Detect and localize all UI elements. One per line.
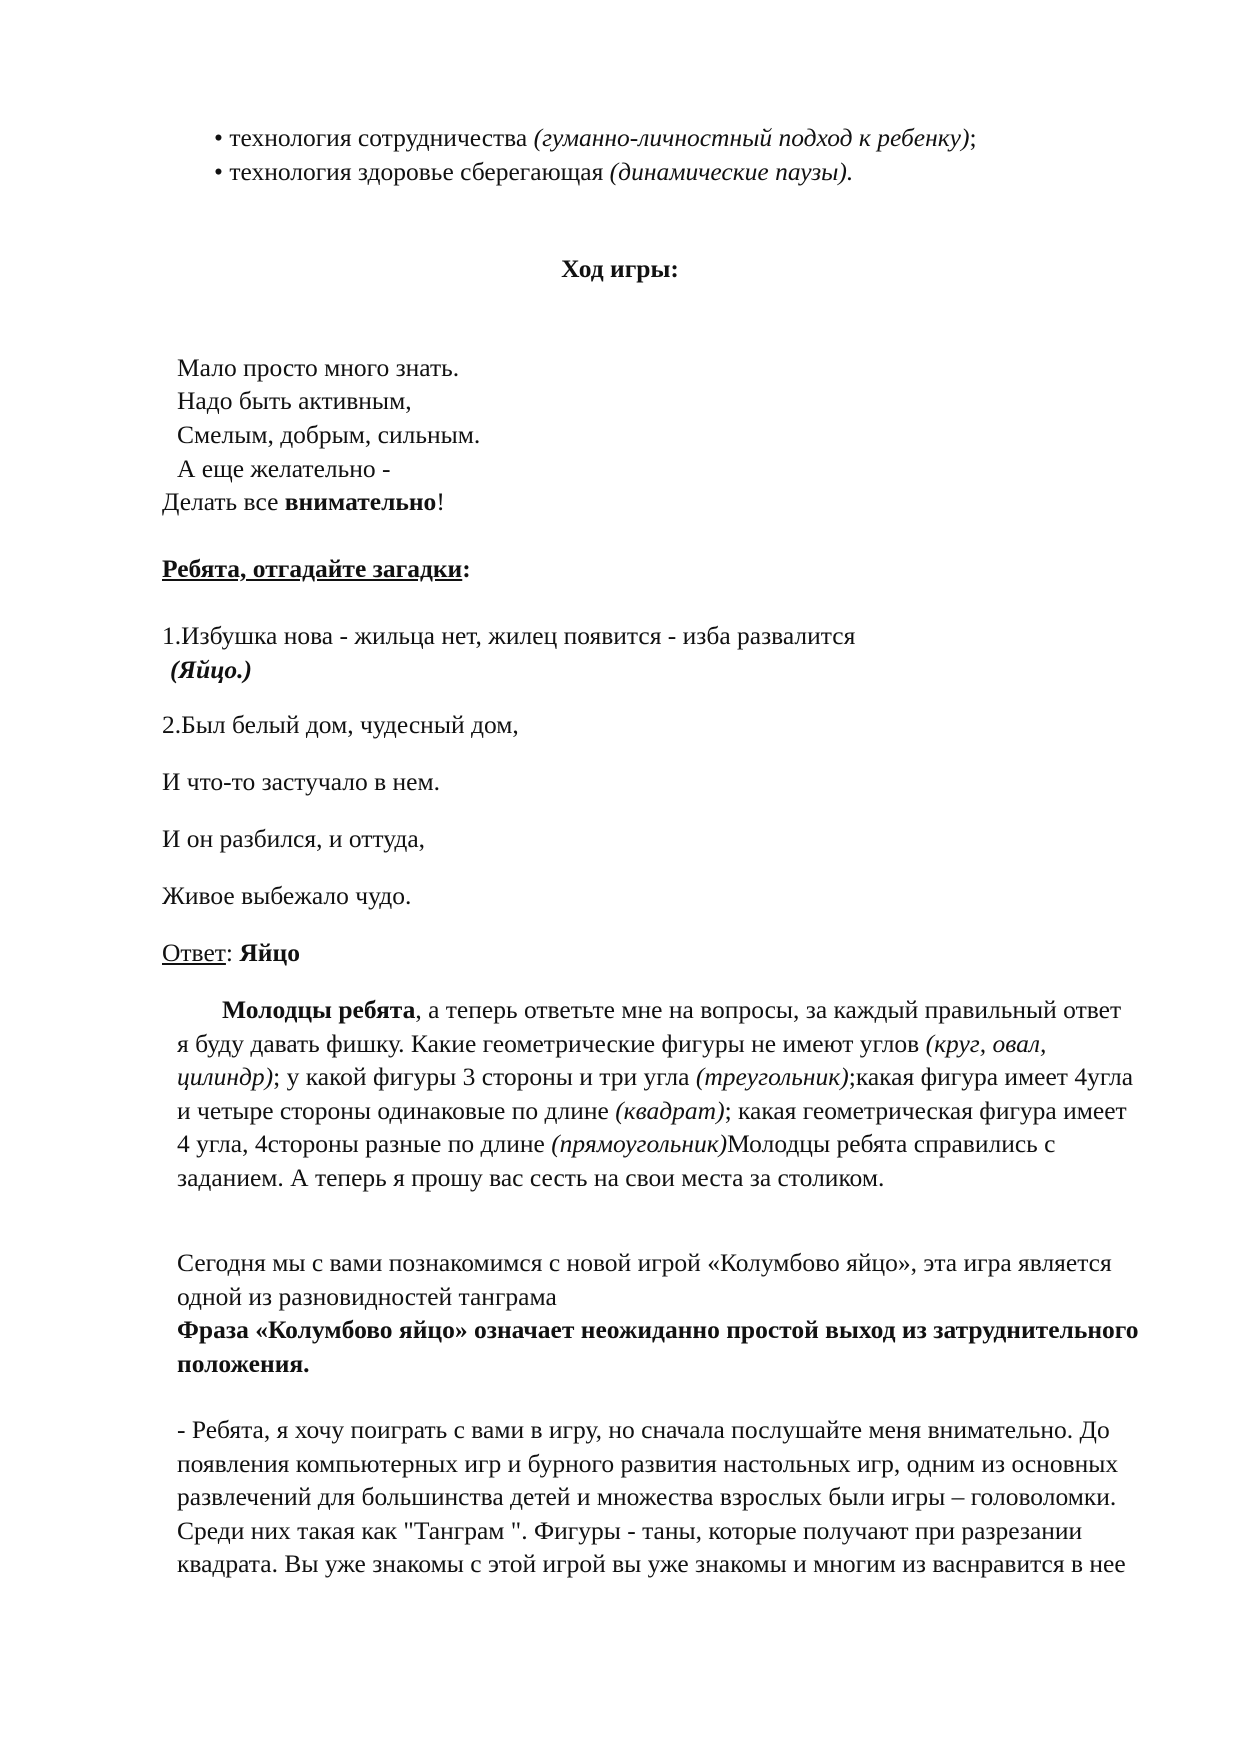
paragraph-italic: (треугольник) (695, 1062, 849, 1092)
paragraph-text: ; какая геометрическая фигура имеет 4 угла, 4стороны разные по длине (177, 1095, 1127, 1159)
poem-last-pre: Делать все (162, 487, 285, 516)
answer-line (162, 938, 300, 967)
bullet-note: (динамические паузы). (609, 157, 854, 186)
paragraph-italic: (круг, овал, цилиндр) (177, 1028, 1047, 1092)
riddle-1-answer: (Яйцо.) (170, 655, 253, 684)
riddle-2-line: Живое выбежало чудо. (162, 881, 412, 910)
bullet-item-cooperation (214, 123, 977, 152)
section-heading: Ход игры: (561, 254, 679, 283)
riddles-title-text: Ребята, отгадайте загадки (162, 554, 463, 583)
paragraph-bold-lead: Молодцы ребята (222, 995, 416, 1024)
answer-label: Ответ (162, 938, 226, 967)
poem-line: А еще желательно - (177, 454, 391, 483)
riddle-1-text: 1.Избушка нова - жильца нет, жилец появится - изба развалится (162, 621, 856, 650)
poem-line: Смелым, добрым, сильным. (177, 420, 481, 449)
bullet-end: ; (969, 123, 977, 152)
poem-line: Надо быть активным, (177, 386, 412, 415)
bullet-text: технология сотрудничества (229, 123, 534, 152)
paragraph-tangram: - Ребята, я хочу поиграть с вами в игру, но сначала послушайте меня внимательно. До появления компьютерных игр и бурного развития настольных игр, одним из основных развлечений для большинства детей и множества взрослых были игры – головоломки. Среди них такая как "Танграм ". Фигуры - таны, которые получают при разрезании квадрата. Вы уже знакомы с этой игрой вы уже знакомы и многим из васнравится в нее (177, 1415, 1126, 1579)
paragraph-text: ;какая фигура имеет 4угла и четыре стороны одинаковые по длине (177, 1062, 1134, 1125)
bullet-note: (гуманно-личностный подход к ребенку) (533, 123, 970, 152)
paragraph-questions (177, 993, 1137, 1195)
answer-colon: : (225, 938, 240, 967)
paragraph-text: , а теперь ответьте мне на вопросы, за каждый правильный ответ я буду давать фишку. Какие геометрические фигуры не имеют углов (177, 995, 1122, 1058)
riddle-2-line: 2.Был белый дом, чудесный дом, (162, 710, 519, 739)
poem-last-line (162, 487, 445, 516)
riddles-title (162, 554, 471, 583)
paragraph-text: ; у какой фигуры 3 стороны и три угла (273, 1062, 696, 1092)
riddle-2-line: И что-то застучало в нем. (162, 767, 440, 796)
riddle-2-line: И он разбился, и оттуда, (162, 824, 426, 853)
riddles-title-colon: : (462, 554, 471, 583)
paragraph-text: Молодцы ребята справились с заданием. А теперь я прошу вас сесть на свои места за столиком. (177, 1129, 1056, 1192)
bullet-marker: • (214, 157, 223, 186)
answer-value: Яйцо (239, 938, 300, 967)
paragraph-italic: (квадрат) (615, 1095, 725, 1125)
paragraph-intro-game: Сегодня мы с вами познакомимся с новой игрой «Колумбово яйцо», эта игра является одной из разновидностей танграма (177, 1248, 1112, 1311)
bullet-text: технология здоровье сберегающая (229, 157, 610, 186)
bullet-marker: • (214, 123, 223, 152)
paragraph-italic: (прямоугольник) (551, 1129, 728, 1159)
bullet-item-health (214, 157, 853, 186)
poem-last-bold: внимательно (284, 487, 437, 516)
paragraph-phrase-meaning: Фраза «Колумбово яйцо» означает неожиданно простой выход из затруднительного положения. (177, 1315, 1139, 1378)
poem-line: Мало просто много знать. (177, 353, 460, 382)
poem-last-post: ! (436, 487, 445, 516)
